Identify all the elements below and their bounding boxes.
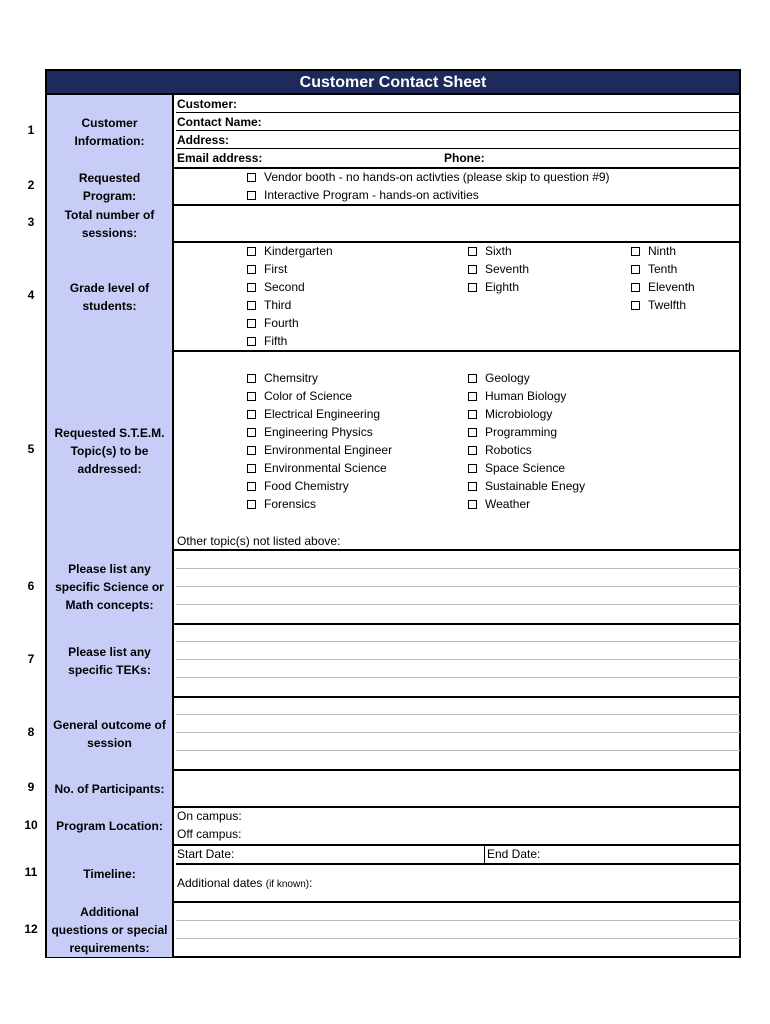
checkbox-option[interactable] (631, 279, 695, 295)
checkbox-icon[interactable] (468, 265, 477, 274)
cell-divider (484, 845, 485, 864)
checkbox-label: Interactive Program - hands-on activities (264, 188, 479, 202)
checkbox-icon[interactable] (247, 173, 256, 182)
checkbox-icon[interactable] (247, 482, 256, 491)
checkbox-option[interactable] (247, 424, 373, 440)
checkbox-icon[interactable] (468, 428, 477, 437)
checkbox-icon[interactable] (247, 319, 256, 328)
checkbox-option[interactable] (468, 406, 552, 422)
checkbox-icon[interactable] (247, 392, 256, 401)
writing-line (176, 750, 740, 751)
checkbox-label: Environmental Engineer (264, 443, 393, 457)
checkbox-option[interactable] (468, 424, 557, 440)
checkbox-label: Sixth (485, 244, 512, 258)
checkbox-label: Weather (485, 497, 531, 511)
email-field-label: Email address: (177, 151, 263, 165)
section-label-total-sessions: Total number of sessions: (47, 205, 174, 242)
colon: : (309, 876, 313, 890)
section-number: 11 (24, 865, 38, 879)
section-label-grade-level: Grade level of students: (47, 242, 174, 351)
writing-line (176, 677, 740, 678)
checkbox-icon[interactable] (247, 464, 256, 473)
section-label-teks: Please list any specific TEKs: (47, 624, 174, 697)
phone-field-label: Phone: (444, 151, 485, 165)
checkbox-option[interactable] (468, 370, 530, 386)
checkbox-label: Eleventh (648, 280, 695, 294)
start-date-label: Start Date: (177, 847, 235, 861)
checkbox-option[interactable] (247, 315, 299, 331)
checkbox-option[interactable] (468, 243, 512, 259)
checkbox-label: Human Biology (485, 389, 567, 403)
checkbox-icon[interactable] (468, 410, 477, 419)
checkbox-label: Environmental Science (264, 461, 387, 475)
section-label-timeline: Timeline: (47, 845, 174, 902)
checkbox-icon[interactable] (247, 283, 256, 292)
checkbox-label: Forensics (264, 497, 317, 511)
section-number: 5 (27, 442, 35, 456)
field-line (176, 863, 740, 865)
on-campus-label: On campus: (177, 809, 242, 823)
checkbox-icon[interactable] (247, 374, 256, 383)
checkbox-option[interactable] (468, 478, 585, 494)
checkbox-option[interactable] (468, 388, 566, 404)
if-known-note: (if known) (265, 879, 310, 890)
checkbox-label: Vendor booth - no hands-on activties (please skip to question #9) (264, 170, 610, 184)
checkbox-option[interactable] (247, 460, 387, 476)
checkbox-label: Color of Science (264, 389, 353, 403)
writing-line (176, 641, 740, 642)
checkbox-icon[interactable] (468, 374, 477, 383)
checkbox-label: Fifth (264, 334, 288, 348)
customer-field-label: Customer: (177, 97, 238, 111)
checkbox-icon[interactable] (247, 301, 256, 310)
checkbox-icon[interactable] (468, 392, 477, 401)
checkbox-option[interactable] (247, 169, 610, 185)
checkbox-label: Sustainable Enegy (485, 479, 586, 493)
field-line (176, 130, 740, 131)
writing-line (176, 714, 740, 715)
checkbox-icon[interactable] (631, 283, 640, 292)
checkbox-icon[interactable] (468, 482, 477, 491)
checkbox-label: Seventh (485, 262, 530, 276)
checkbox-icon[interactable] (247, 247, 256, 256)
checkbox-label: Twelfth (648, 298, 687, 312)
writing-line (176, 586, 740, 587)
checkbox-label: First (264, 262, 288, 276)
checkbox-label: Eighth (485, 280, 520, 294)
additional-dates-label (177, 875, 312, 893)
checkbox-label: Ninth (648, 244, 677, 258)
checkbox-option[interactable] (247, 297, 291, 313)
checkbox-icon[interactable] (247, 410, 256, 419)
checkbox-icon[interactable] (468, 446, 477, 455)
checkbox-label: Electrical Engineering (264, 407, 381, 421)
section-label-science-concepts: Please list any specific Science or Math concepts: (47, 550, 174, 624)
writing-line (176, 604, 740, 605)
checkbox-option[interactable] (468, 460, 565, 476)
checkbox-option[interactable] (631, 297, 686, 313)
checkbox-label: Second (264, 280, 305, 294)
checkbox-label: Engineering Physics (264, 425, 373, 439)
off-campus-label: Off campus: (177, 827, 242, 841)
section-number: 3 (27, 215, 35, 229)
checkbox-label: Microbiology (485, 407, 553, 421)
checkbox-icon[interactable] (247, 265, 256, 274)
checkbox-option[interactable] (247, 478, 349, 494)
checkbox-label: Chemsitry (264, 371, 319, 385)
checkbox-option[interactable] (468, 261, 529, 277)
checkbox-option[interactable] (247, 261, 287, 277)
end-date-label: End Date: (487, 847, 541, 861)
checkbox-option[interactable] (631, 243, 676, 259)
section-number: 9 (27, 780, 35, 794)
additional-dates-text: Additional dates (177, 876, 263, 890)
section-number: 4 (27, 288, 35, 302)
section-label-location: Program Location: (47, 807, 174, 845)
checkbox-icon[interactable] (468, 247, 477, 256)
section-label-outcome: General outcome of session (47, 697, 174, 770)
checkbox-label: Robotics (485, 443, 532, 457)
checkbox-option[interactable] (247, 370, 318, 386)
checkbox-icon[interactable] (631, 265, 640, 274)
checkbox-option[interactable] (247, 187, 479, 203)
section-number: 1 (27, 123, 35, 137)
field-line (176, 112, 740, 113)
checkbox-icon[interactable] (631, 301, 640, 310)
checkbox-label: Fourth (264, 316, 299, 330)
checkbox-option[interactable] (247, 333, 287, 349)
checkbox-option[interactable] (247, 243, 333, 259)
checkbox-option[interactable] (247, 279, 305, 295)
checkbox-label: Programming (485, 425, 558, 439)
section-number: 7 (27, 652, 35, 666)
checkbox-icon[interactable] (247, 191, 256, 200)
checkbox-label: Third (264, 298, 292, 312)
checkbox-label: Space Science (485, 461, 566, 475)
section-number: 2 (27, 178, 35, 192)
section-label-stem-topics: Requested S.T.E.M. Topic(s) to be addressed: (47, 351, 174, 550)
section-label-additional-questions: Additional questions or special requirements: (47, 902, 174, 957)
checkbox-option[interactable] (247, 442, 392, 458)
writing-line (176, 732, 740, 733)
checkbox-label: Geology (485, 371, 530, 385)
writing-line (176, 920, 740, 921)
writing-line (176, 938, 740, 939)
address-field-label: Address: (177, 133, 230, 147)
checkbox-icon[interactable] (468, 500, 477, 509)
checkbox-label: Food Chemistry (264, 479, 349, 493)
contact-name-field-label: Contact Name: (177, 115, 262, 129)
checkbox-icon[interactable] (247, 500, 256, 509)
checkbox-option[interactable] (247, 496, 316, 512)
checkbox-option[interactable] (631, 261, 677, 277)
section-number: 6 (27, 579, 35, 593)
checkbox-icon[interactable] (247, 428, 256, 437)
section-number: 8 (27, 725, 35, 739)
checkbox-label: Tenth (648, 262, 678, 276)
other-topics-label: Other topic(s) not listed above: (177, 534, 341, 548)
checkbox-icon[interactable] (631, 247, 640, 256)
section-label-requested-program: Requested Program: (47, 168, 174, 205)
sheet-title: Customer Contact Sheet (47, 71, 739, 95)
checkbox-icon[interactable] (247, 337, 256, 346)
checkbox-option[interactable] (247, 388, 352, 404)
section-label-customer-info: Customer Information: (47, 95, 174, 168)
section-number: 12 (24, 922, 38, 936)
checkbox-icon[interactable] (468, 283, 477, 292)
writing-line (176, 659, 740, 660)
checkbox-option[interactable] (247, 406, 380, 422)
checkbox-option[interactable] (468, 442, 532, 458)
section-label-participants: No. of Participants: (47, 770, 174, 807)
checkbox-option[interactable] (468, 279, 519, 295)
checkbox-icon[interactable] (247, 446, 256, 455)
checkbox-option[interactable] (468, 496, 530, 512)
writing-line (176, 568, 740, 569)
section-number: 10 (24, 818, 38, 832)
field-line (176, 148, 740, 149)
checkbox-label: Kindergarten (264, 244, 333, 258)
checkbox-icon[interactable] (468, 464, 477, 473)
